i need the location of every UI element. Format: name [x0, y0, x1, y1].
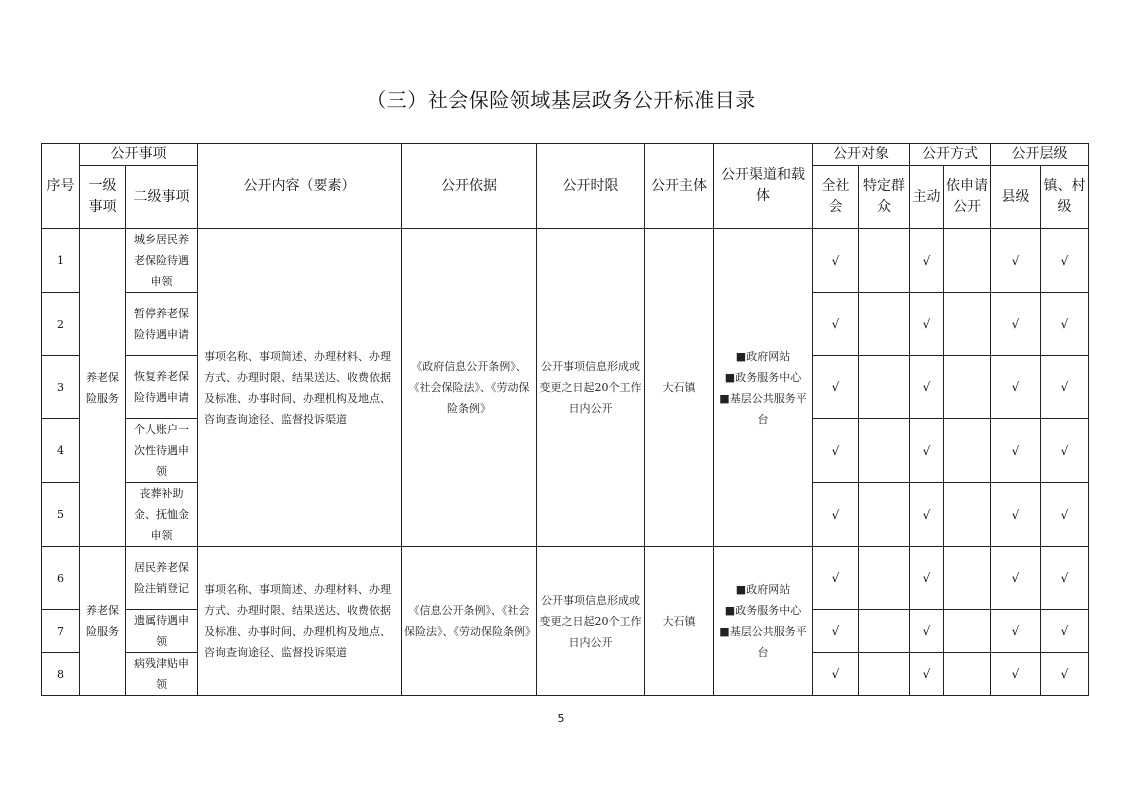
level1-item: 养老保险服务 — [80, 229, 126, 547]
channel-item: ■基层公共服务平台 — [719, 625, 807, 659]
tick-active: √ — [910, 419, 944, 483]
disclosure-time-limit: 公开事项信息形成或变更之日起20个工作日内公开 — [537, 229, 645, 547]
cell-specific-group — [859, 356, 910, 419]
tick-town-village: √ — [1041, 229, 1089, 293]
table-row — [42, 229, 1089, 293]
tick-whole-society: √ — [813, 610, 859, 653]
header-specific-group: 特定群众 — [859, 166, 910, 229]
disclosure-basis: 《信息公开条例》、《社会保险法》、《劳动保险条例》 — [402, 547, 537, 696]
tick-active: √ — [910, 483, 944, 547]
cell-specific-group — [859, 547, 910, 610]
cell-on-request — [944, 483, 991, 547]
cell-on-request — [944, 610, 991, 653]
header-channel: 公开渠道和载体 — [714, 144, 813, 229]
disclosure-subject: 大石镇 — [645, 229, 714, 547]
tick-town-village: √ — [1041, 356, 1089, 419]
tick-county: √ — [991, 547, 1041, 610]
cell-on-request — [944, 356, 991, 419]
cell-specific-group — [859, 483, 910, 547]
level2-item: 丧葬补助金、抚恤金申领 — [126, 483, 198, 547]
row-seq: 3 — [42, 356, 80, 419]
tick-town-village: √ — [1041, 610, 1089, 653]
header-level: 公开层级 — [991, 144, 1089, 166]
level2-item: 暂停养老保险待遇申请 — [126, 293, 198, 356]
row-seq: 7 — [42, 610, 80, 653]
header-level1: 一级事项 — [80, 166, 126, 229]
header-content: 公开内容（要素） — [198, 144, 402, 229]
header-target: 公开对象 — [813, 144, 910, 166]
header-basis: 公开依据 — [402, 144, 537, 229]
tick-active: √ — [910, 653, 944, 696]
channel-item: ■政务服务中心 — [724, 604, 802, 617]
header-seq: 序号 — [42, 144, 80, 229]
tick-whole-society: √ — [813, 419, 859, 483]
disclosure-time-limit: 公开事项信息形成或变更之日起20个工作日内公开 — [537, 547, 645, 696]
channel-item: ■政府网站 — [735, 349, 791, 363]
cell-on-request — [944, 293, 991, 356]
tick-county: √ — [991, 293, 1041, 356]
level2-item: 居民养老保险注销登记 — [126, 547, 198, 610]
header-level2: 二级事项 — [126, 166, 198, 229]
page-title: （三）社会保险领域基层政务公开标准目录 — [366, 88, 756, 112]
tick-whole-society: √ — [813, 483, 859, 547]
tick-whole-society: √ — [813, 229, 859, 293]
cell-specific-group — [859, 229, 910, 293]
page-number: 5 — [557, 712, 565, 725]
tick-town-village: √ — [1041, 547, 1089, 610]
channel-item: ■基层公共服务平台 — [719, 391, 807, 426]
tick-active: √ — [910, 356, 944, 419]
header-matter: 公开事项 — [80, 144, 198, 166]
row-seq: 6 — [42, 547, 80, 610]
row-seq: 2 — [42, 293, 80, 356]
cell-on-request — [944, 229, 991, 293]
tick-county: √ — [991, 356, 1041, 419]
cell-specific-group — [859, 419, 910, 483]
cell-on-request — [944, 419, 991, 483]
header-whole-society: 全社会 — [813, 166, 859, 229]
disclosure-subject: 大石镇 — [645, 547, 714, 696]
row-seq: 8 — [42, 653, 80, 696]
tick-town-village: √ — [1041, 419, 1089, 483]
tick-town-village: √ — [1041, 653, 1089, 696]
tick-county: √ — [991, 419, 1041, 483]
header-town-village: 镇、村级 — [1041, 166, 1089, 229]
content-elements: 事项名称、事项简述、办理材料、办理方式、办理时限、结果送达、收费依据及标准、办事时间、办理机构及地点、咨询查询途径、监督投诉渠道 — [198, 547, 402, 696]
level2-item: 病残津贴申领 — [126, 653, 198, 696]
level2-item: 恢复养老保险待遇申请 — [126, 356, 198, 419]
header-subject: 公开主体 — [645, 144, 714, 229]
tick-county: √ — [991, 229, 1041, 293]
channel-item: ■政务服务中心 — [724, 370, 802, 384]
header-method: 公开方式 — [910, 144, 991, 166]
tick-whole-society: √ — [813, 547, 859, 610]
header-time-limit: 公开时限 — [537, 144, 645, 229]
cell-specific-group — [859, 293, 910, 356]
header-active: 主动 — [910, 166, 944, 229]
tick-county: √ — [991, 610, 1041, 653]
row-seq: 4 — [42, 419, 80, 483]
level2-item: 遗属待遇申领 — [126, 610, 198, 653]
row-seq: 1 — [42, 229, 80, 293]
tick-active: √ — [910, 610, 944, 653]
tick-town-village: √ — [1041, 483, 1089, 547]
tick-active: √ — [910, 229, 944, 293]
tick-whole-society: √ — [813, 653, 859, 696]
header-county: 县级 — [991, 166, 1041, 229]
row-seq: 5 — [42, 483, 80, 547]
level2-item: 个人账户一次性待遇申领 — [126, 419, 198, 483]
tick-whole-society: √ — [813, 293, 859, 356]
disclosure-basis: 《政府信息公开条例》、《社会保险法》、《劳动保险条例》 — [402, 229, 537, 547]
cell-on-request — [944, 547, 991, 610]
level2-item: 城乡居民养老保险待遇申领 — [126, 229, 198, 293]
tick-town-village: √ — [1041, 293, 1089, 356]
catalog-table — [41, 143, 1089, 696]
tick-active: √ — [910, 547, 944, 610]
cell-specific-group — [859, 653, 910, 696]
channel-item: ■政府网站 — [735, 583, 791, 596]
disclosure-channels — [714, 547, 813, 696]
disclosure-channels — [714, 229, 813, 547]
tick-county: √ — [991, 653, 1041, 696]
tick-active: √ — [910, 293, 944, 356]
cell-specific-group — [859, 610, 910, 653]
level1-item: 养老保险服务 — [80, 547, 126, 696]
cell-on-request — [944, 653, 991, 696]
table-row — [42, 547, 1089, 610]
content-elements: 事项名称、事项简述、办理材料、办理方式、办理时限、结果送达、收费依据及标准、办事时间、办理机构及地点、咨询查询途径、监督投诉渠道 — [198, 229, 402, 547]
tick-whole-society: √ — [813, 356, 859, 419]
header-on-request: 依申请公开 — [944, 166, 991, 229]
tick-county: √ — [991, 483, 1041, 547]
